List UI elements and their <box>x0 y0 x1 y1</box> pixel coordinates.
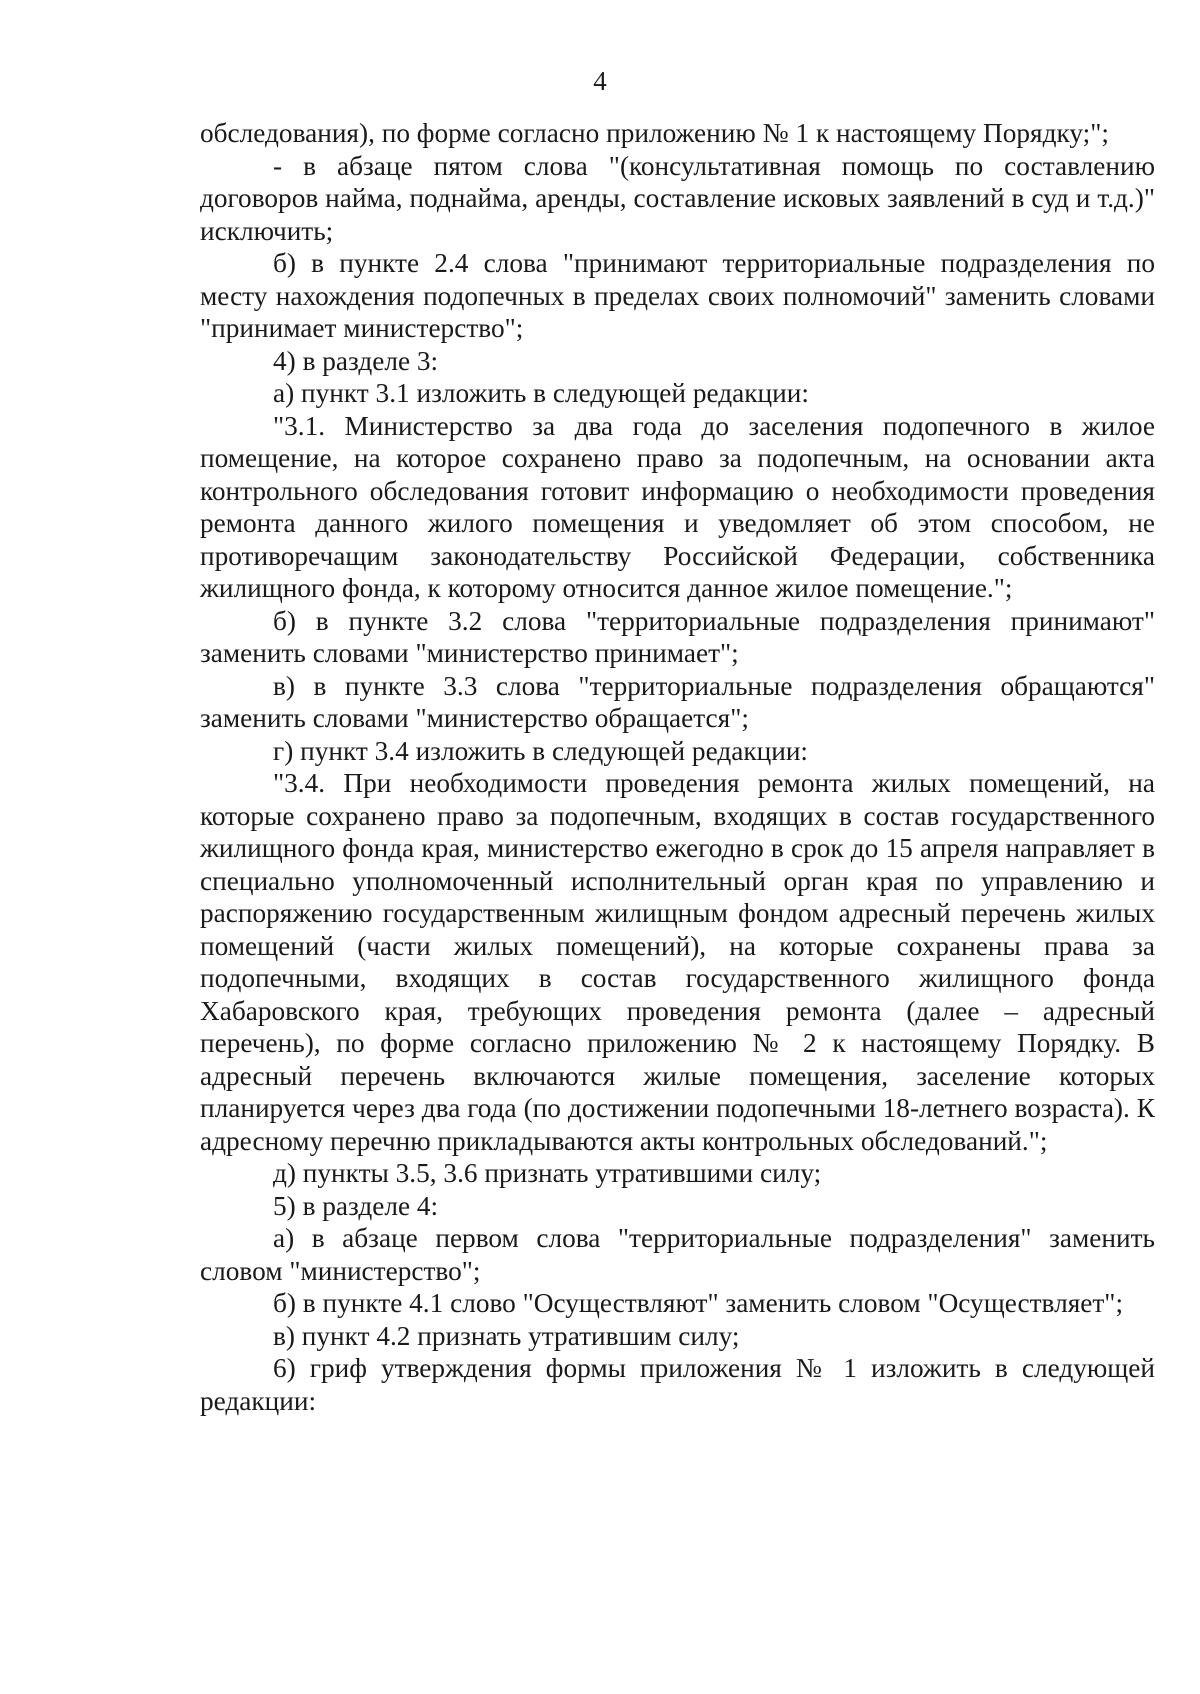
paragraph: б) в пункте 2.4 слова "принимают территориальные подразделения по месту нахождения подопечных в пределах своих полномочий" заменить словами "принимает министерство"; <box>200 248 1155 343</box>
paragraph: д) пункты 3.5, 3.6 признать утратившими силу; <box>273 1158 822 1188</box>
paragraph: в) пункт 4.2 признать утратившим силу; <box>273 1320 740 1351</box>
paragraph: "3.4. При необходимости проведения ремонта жилых помещений, на которые сохранено право за подопечным, входящих в состав государственного жилищного фонда края, министерство ежегодно в срок до 15 апреля направляет в специально уполномоченный исполнительный орган края по управлению и распоряжению государственным жилищным фондом адресный перечень жилых помещений (части жилых помещений), на которые сохранены права за подопечными, входящих в состав государственного жилищного фонда Хабаровского края, требующих проведения ремонта (далее – адресный перечень), по форме согласно приложению № 2 к настоящему Порядку. В адресный перечень включаются жилые помещения, заселение которых планируется через два года (по достижении подопечными 18-летнего возраста). К адресному перечню прикладываются акты контрольных обследований."; <box>200 768 1155 1156</box>
paragraph: обследования), по форме согласно приложению № 1 к настоящему Порядку;"; <box>200 118 1109 148</box>
page-number: 4 <box>593 66 607 96</box>
paragraph: г) пункт 3.4 изложить в следующей редакции: <box>273 735 809 766</box>
paragraph: б) в пункте 4.1 слово "Осуществляют" заменить словом "Осуществляет"; <box>273 1288 1124 1318</box>
paragraph: 6) гриф утверждения формы приложения № 1 изложить в следующей редакции: <box>200 1353 1155 1416</box>
paragraph: а) пункт 3.1 изложить в следующей редакции: <box>273 378 809 408</box>
paragraph: в) в пункте 3.3 слова "территориальные подразделения обращаются" заменить словами "министерство обращается"; <box>200 670 1155 733</box>
paragraph: - в абзаце пятом слова "(консультативная помощь по составлению договоров найма, поднайма, аренды, составление исковых заявлений в суд и т.д.)" исключить; <box>200 150 1155 246</box>
paragraph: а) в абзаце первом слова "территориальные подразделения" заменить словом "министерство"; <box>200 1223 1155 1286</box>
paragraph: 5) в разделе 4: <box>273 1190 439 1221</box>
paragraph: "3.1. Министерство за два года до заселения подопечного в жилое помещение, на которое сохранено право за подопечным, на основании акта контрольного обследования готовит информацию о необходимости проведения ремонта данного жилого помещения и уведомляет об этом способом, не противоречащим законодательству Российской Федерации, собственника жилищного фонда, к которому относится данное жилое помещение."; <box>200 410 1155 603</box>
paragraph: б) в пункте 3.2 слова "территориальные подразделения принимают" заменить словами "министерство принимает"; <box>200 605 1155 668</box>
paragraph: 4) в разделе 3: <box>273 345 439 376</box>
document-body <box>200 117 1155 1417</box>
